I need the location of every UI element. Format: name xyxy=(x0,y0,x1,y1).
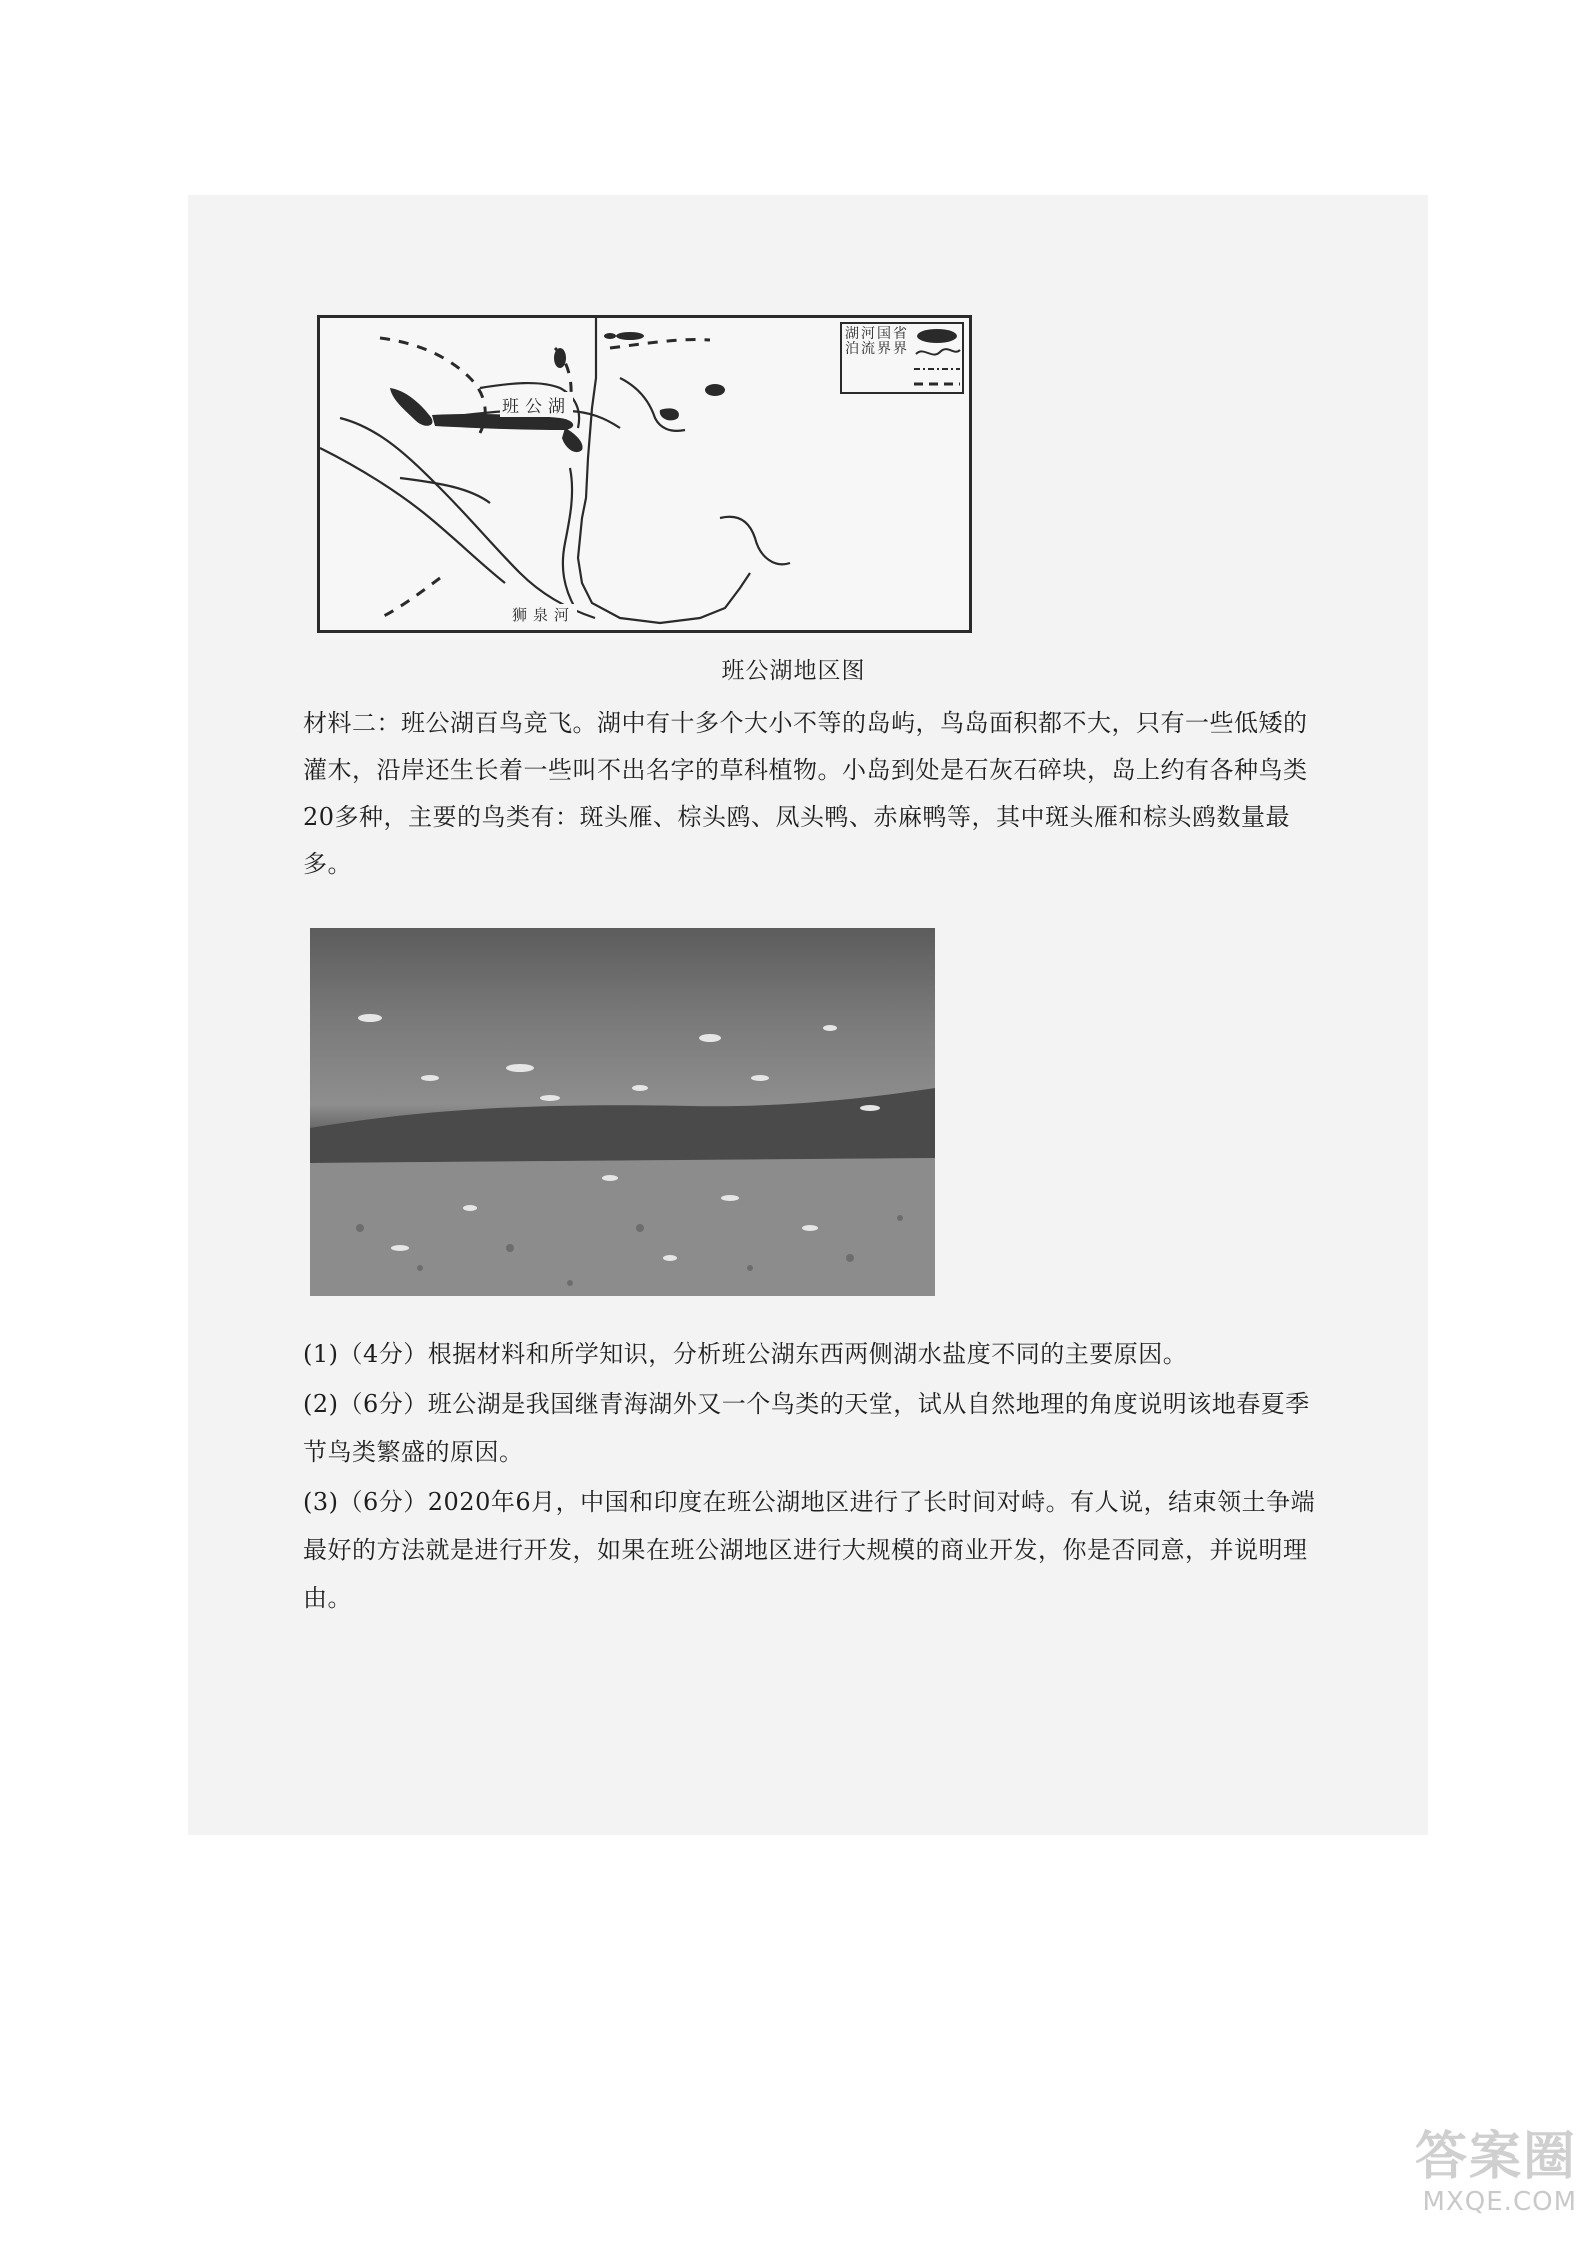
map-legend xyxy=(840,322,964,394)
bangong-lake-map xyxy=(317,315,972,633)
question-1: (1)（4分）根据材料和所学知识，分析班公湖东西两侧湖水盐度不同的主要原因。 xyxy=(303,1340,1188,1368)
birds-photo-drawing xyxy=(310,928,935,1296)
legend-label: 湖泊 xyxy=(845,326,859,357)
material-two-paragraph: 材料二：班公湖百鸟竞飞。湖中有十多个大小不等的岛屿，鸟岛面积都不大，只有一些低矮的灌木，沿岸还生长着一些叫不出名字的草科植物。小岛到处是石灰石碎块，岛上约有各种鸟类20多种，主要的鸟类有：斑头雁、棕头鸥、凤头鸭、赤麻鸭等，其中斑头雁和棕头鸥数量最多。 xyxy=(303,709,1308,878)
birds-photo xyxy=(310,928,935,1296)
legend-label: 河流 xyxy=(861,326,875,357)
watermark-url: MXQE.COM xyxy=(1422,2187,1577,2217)
watermark-logo: 答案圈 xyxy=(1414,2127,1577,2187)
legend-item xyxy=(844,327,860,357)
watermark xyxy=(1377,2127,1577,2237)
river-label: 狮泉河 xyxy=(512,606,576,624)
question-2: (2)（6分）班公湖是我国继青海湖外又一个鸟类的天堂，试从自然地理的角度说明该地春夏季节鸟类繁盛的原因。 xyxy=(303,1390,1310,1466)
river-symbol-icon xyxy=(916,349,960,354)
lake-symbol-icon xyxy=(917,329,957,343)
legend-symbols xyxy=(910,326,964,392)
legend-label: 省界 xyxy=(893,326,907,357)
map-caption: 班公湖地区图 xyxy=(721,658,866,684)
question-3: (3)（6分）2020年6月，中国和印度在班公湖地区进行了长时间对峙。有人说，结束领土争端最好的方法就是进行开发，如果在班公湖地区进行大规模的商业开发，你是否同意，并说明理由。 xyxy=(303,1488,1316,1612)
legend-item xyxy=(860,327,876,357)
lake-label: 班公湖 xyxy=(500,392,573,417)
legend-item xyxy=(892,327,908,357)
legend-item xyxy=(876,327,892,357)
legend-label: 国界 xyxy=(877,326,891,357)
